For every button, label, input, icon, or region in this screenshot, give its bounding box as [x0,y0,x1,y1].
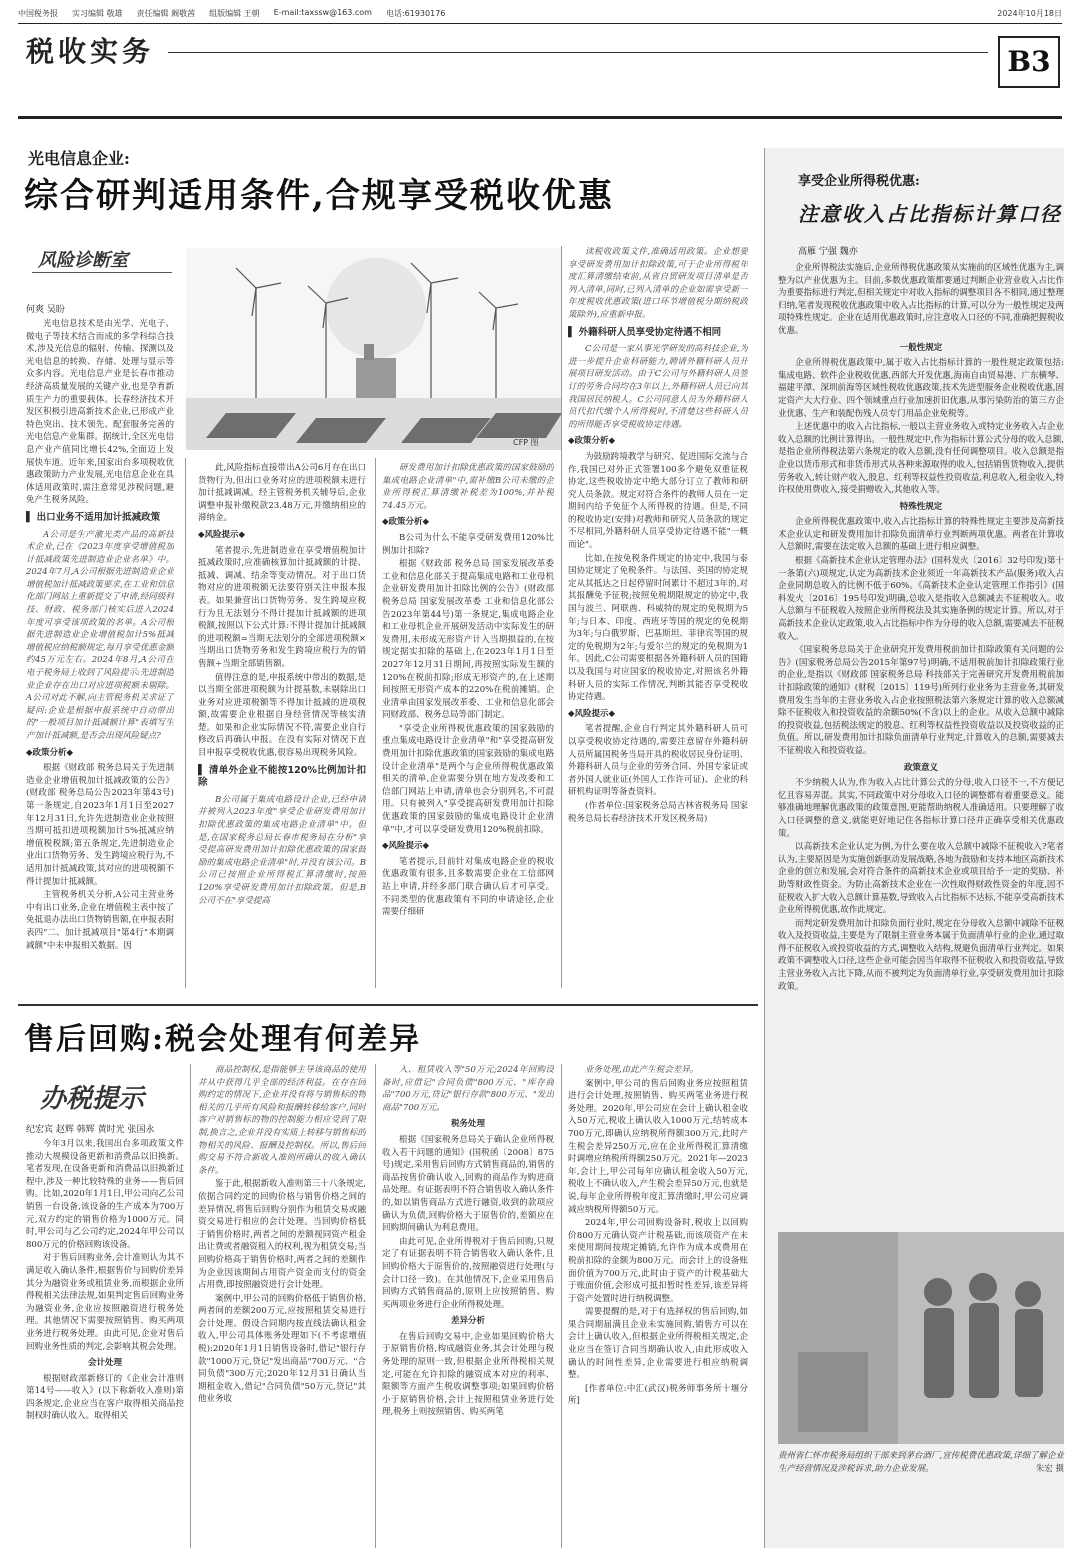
paragraph: 上述优惠中的收入占比指标,一般以主营业务收入或特定业务收入占企业收入总额的比例计算得出。一般性规定中,作为指标计算公式分母的收入总额,是指企业所得税法第六条规定的收入总额,没有任何调整项目。收入总额是指企业以货币形式和非货币形式从各种来源取得的收入,包括销售货物收入,提供劳务收入,转让财产收入,股息、红利等权益性投资收益,利息收入,租金收入,特许权使用费收入,接受捐赠收入,其他收入等。 [778,422,1064,496]
paragraph: 商品控制权,是指能够主导该商品的使用并从中获得几乎全部的经济利益。在存在回购约定的情况下,企业并没有将与销售标的物相关的几乎所有风险和报酬转移给客户,同时客户对销售标的物的控制能力相应受到了限制,换言之,企业并没有实质上转移与销售标的物相关的风险、报酬及控制权。所以,售后回购交易不符合新收入准则所确认的收入确认条件。 [198,1065,366,1176]
box-heading: ◆风险提示◆ [382,841,430,852]
paragraph: 而判定研发费用加计扣除负面行业时,规定在分母收入总额中减除不征税收入及投资收益,主要是为了限制主营业务本属于负面清单行业的企业,通过取得不征税收入或投资收益的方式,调整收入结构,规避负面清单行业判定。如果政策不调整收入口径,这些企业可能会因当年取得不征税收入和投资收益,导致主营业务收入占比下降,从而不被判定为负面清单行业,享受研发费用加计扣除政策。 [778,918,1064,992]
paragraph: 由此可见,企业所得税对于售后回购,只规定了有证据表明不符合销售收入确认条件,且回购价格大于原售价的,按照融资进行处理(与会计口径一致)。在其他情况下,企业采用售后回购方式销售商品的,原则上应按照销售、购买两项业务进行企业所得税处理。 [382,1236,554,1310]
wind-solar-illustration [186,248,562,450]
paragraph: 企业所得税优惠政策中,收入占比指标计算的特殊性规定主要涉及高新技术企业认定和研发费用加计扣除负面清单行业判断两项优惠。两者在计算收入总额时,需要在法定收入总额的基础上进行相应调整。 [778,517,1064,553]
paragraph: 根据《财政部 税务总局 国家发展改革委 工业和信息化部关于提高集成电路和工业母机企业研发费用加计扣除比例的公告》(财政部 税务总局 国家发展改革委 工业和信息化部公告2023年第44号)第一条规定,集成电路企业和工业母机企业开展研发活动中实际发生的研发费用,未形成无形资产计入当期损益的,在按规定据实扣除的基础上,在2023年1月1日至2027年12月31日期间,再按照实际发生额的120%在税前扣除;形成无形资产的,在上述期间按照无形资产成本的220%在税前摊销。企业清单由国家发展改革委、工业和信息化部会同财政部、税务总局等部门制定。 [382,559,554,721]
column-divider [190,1064,191,1548]
article1-column-4 [568,246,748,988]
section-heading: 税务处理 [450,1119,485,1130]
photo-caption [778,1450,1064,1476]
column-logo-tax-tips: 办税提示 [40,1084,145,1114]
article-separator [18,1004,758,1006]
section-heading: 差异分析 [450,1316,485,1327]
wind-turbine-icon [186,248,562,450]
paragraph: 值得注意的是,申报系统中带出的数据,是以当期全部进项税额为计提基数,未剔除出口业务对应进项税额等不得加计抵减的进项税额,故需要企业根据自身经营情况等核实清楚。如果和企业实际情况不符,需要企业自行修改后再确认申报。在没有实际对情况下直目申报享受税收优惠,很容易出现税务风险。 [198,672,366,759]
paragraph: B公司为什么不能享受研发费用120%比例加计扣除? [382,532,554,556]
paragraph: "享受企业所得税优惠政策的国家鼓励的重点集成电路设计企业清单"和"享受提高研发费用加计扣除优惠政策的国家鼓励的集成电路设计企业清单"是两个与企业所得税优惠政策相关的清单,企业需要分别在地方发改委和工信部门网站上申请,清单也会分别列名,不可混用。只有被列入"享受提高研发费用加计扣除优惠政策的国家鼓励的集成电路设计企业清单"中,才可以享受研发费用120%税前扣除。 [382,723,554,835]
photo-caption-text: 贵州省仁怀市税务局组织干部来到茅台酒厂,宣传税费优惠政策,详细了解企业生产经营情况及涉税诉求,助力企业发展。 [778,1451,1064,1474]
section-title-rule [168,52,988,53]
masthead-rule [18,23,1062,24]
illustration-credit: CFP 图 [513,438,539,447]
sidebar-byline: 高雁 宁强 魏亦 [798,247,858,257]
column-divider [375,458,376,988]
paragraph: 需要提醒的是,对于有选择权的售后回购,如果合同期届满且企业未实施回购,销售方可以在会计上确认收入,但根据企业所得税相关规定,企业应当在签订合同当期确认收入,由此形成收入确认的时间性差异,企业需要进行相应纳税调整。 [568,1307,748,1381]
column-divider [561,1064,562,1548]
article1-column-2 [198,462,366,988]
sidebar-divider [764,148,765,1548]
subheading: ▌ 出口业务不适用加计抵减政策 [26,511,161,523]
box-heading: ◆风险提示◆ [198,529,246,540]
phone-contact: 电话:61930176 [385,9,446,18]
paragraph: (作者单位:国家税务总局吉林省税务局 国家税务总局长春经济技术开发区税务局) [568,800,748,824]
masthead-strip [18,8,1062,22]
sidebar-body [778,262,1064,1224]
article1-kicker: 光电信息企业: [28,149,130,168]
paragraph: 主管税务机关分析,A公司主营业务中有出口业务,企业在增值税主表中按了免抵退办法出口货物销售额,在申报表附表四"二、加计抵减项目"第4行"本期调减额"中未申报相关数据。因 [26,890,174,951]
paragraph: 以高新技术企业认定为例,为什么要在收入总额中减除不征税收入?笔者认为,主要原因是为实施创新驱动发展战略,各地为鼓励和支持本地区高新技术企业的创立和发展,会对符合条件的高新技术企业或项目给予一定的奖励、补助等财政性资金。为防止高新技术企业在一次性取得财政性资金的年度,因不征税收入扩大收入总额计算基数,导致收入占比指标不达标,不能享受高新技术企业所得税优惠,故作此规定。 [778,842,1064,916]
paragraph: C公司是一家从事光学研发的高科技企业,为进一步提升企业科研能力,聘请外籍科研人员开展项目研发活动。由于C公司与外籍科研人员签订的劳务合同均在3年以上,外籍科研人员已向其我国居民纳税人。C公司同意人员为外籍科研人员代扣代缴个人所得税时,不清楚这些科研人员的所得能否享受税收协定待遇。 [568,344,748,430]
section-title: 税收实务 [26,35,155,68]
photo-credit: 朱宏 摄 [1035,1464,1064,1474]
paragraph: 2024年,甲公司回购设备时,税收上以回购价800万元确认资产计税基础,而该项资产在未来使用期间按规定摊销,允许作为成本或费用在税前扣除的金额为800万元。而会计上的设备账面价值为700万元,此时由于资产的计税基础大于账面价值,会形成可抵扣暂时性差异,该差异将于资产处置时进行纳税调整。 [568,1218,748,1304]
paragraph: 根据《高新技术企业认定管理办法》(国科发火〔2016〕32号印发)第十一条第(六)项规定,认定为高新技术企业须近一年高新技术产品(服务)收入占企业同期总收入的比例不低于60%。《高新技术企业认定管理工作指引》(国科发火〔2016〕195号印发)明确,总收入是指收入总额减去不征税收入。收入总额与不征税收入按照企业所得税法及其实施条例的规定计算。所以,对于高新技术企业认定政策,收入占比指标中作为分母的收入总额,需要减去不征税收入。 [778,556,1064,642]
article1-headline: 综合研判适用条件,合规享受税收优惠 [24,176,614,216]
paragraph: 笔者提醒,企业自行判定其外籍科研人员可以享受税收协定待遇的,需要注意留存外籍科研人员所属国税务当局开具的税收居民身份证明、外籍科研人员与企业的劳务合同、外国专家证或者外国人就业证(外国人工作许可证)、企业的科研机构证明等备查资料。 [568,724,748,798]
layout-credit: 组版编辑 王朝 [209,9,260,18]
sidebar-kicker: 享受企业所得税优惠: [798,174,920,189]
paragraph: 《国家税务总局关于企业研究开发费用税前加计扣除政策有关问题的公告》(国家税务总局公告2015年第97号)明确,不适用税前加计扣除政策行业的企业,是指以《财政部 国家税务总局 科技部关于完善研究开发费用税前加计扣除政策的通知》(财税〔2015〕119号)所列行业业务为主营业务,其研发费用发生当年的主营业务收入占企业按照税法第六条规定计算的收入总额减除不征税收入和投资收益的余额50%(不含)以上的企业。从收入总额中减除的投资收益,包括税法规定的股息、红利等权益性投资收益以及投资收益的正负值。所以,研发费用加计扣除负面清单行业判定,计算收入的总额,需要减去不征税收入和投资收益。 [778,645,1064,756]
paragraph: 业务处理,由此产生税会差异。 [585,1065,699,1075]
paragraph: 企业所得税优惠政策中,属于收入占比指标计算的一般性规定政策包括:集成电路、软件企业税收优惠,西部大开发优惠,海南自由贸易港、广东横琴、福建平潭、深圳前海等区域性税收优惠政策,技术先进型服务企业税收优惠,固定资产大大行业、四个领域重点行业加速折旧优惠,从事污染防治的第三方企业优惠、生产和装配伤残人员专门用品企业免税等。 [778,358,1064,419]
article2-column-3 [382,1064,554,1548]
people-icon [778,1232,1064,1444]
paragraph: 不少纳税人认为,作为收入占比计算公式的分母,收入口径不一,不方便记忆且容易弄混。其实,不同政策中对分母收入口径的调整都有着重要意义。能够准确地理解优惠政策的政策意图,更能帮助纳税人准确适用。只要理解了收入口径调整的意义,就能更好地记住各指标计算口径并正确享受相关优惠政策。 [778,778,1064,839]
section-heading: 特殊性规定 [899,501,943,512]
subheading: ▌ 外籍科研人员享受协定待遇不相同 [568,326,722,338]
paragraph: 根据财政部新修订的《企业会计准则第14号——收入》(以下称新收入准则)第四条规定,企业应当在客户取得相关商品控制权时确认收入。取得相关 [26,1373,184,1422]
paragraph: B公司属于集成电路设计企业,已经申请并被列入2023年度"享受企业研发费用加计扣除优惠政策的集成电路企业清单"中。但是,在国家税务总局长春市税务局在分析"享受提高研发费用加计扣除优惠政策的国家鼓励的集成电路企业清单"时,并没有该公司。B公司已按照企业所得税汇算清缴时,按照120%享受研发费用加计扣除政策。但是,B公司不在"享受提高 [198,794,366,906]
issue-date: 2024年10月18日 [997,9,1062,18]
paragraph: 此,风险指标直接带出A公司6月存在出口货物行为,但出口业务对应的进项税额未进行加计抵减调减。经主管税务机关辅导后,企业调整申报补缴税款23.48万元,并缴纳相应的滞纳金。 [198,463,366,524]
header-rule [18,116,1062,119]
paragraph: [作者单位:中汇(武汉)税务师事务所十堰分所] [568,1383,748,1407]
article2-headline: 售后回购:税会处理有何差异 [24,1022,422,1057]
paragraph: 对于售后回购业务,会计准则认为其不满足收入确认条件,根据售价与回购价差异其分为融资业务或租赁业务,而根据企业所得税相关法律法规,如果判定售后回购业务为融资业务,企业应按照融资进行税务处理。其他情况下需要按照销售、购买两项业务进行税务处理。由此可见,企业对售后回购业务性质的判定,会影响其税会处理。 [26,1253,184,1352]
paragraph: 光电信息技术是由光学、光电子、微电子等技术结合而成的多学科综合技术,涉及光信息的辐射、传输、探测以及光电信息的转换、存储、处理与显示等众多内容。光电信息产业是长春市推动经济高质量发展的关键产业,也是孕育新质生产力的重要载体。长春经济技术开发区积极引进高新技术企业,已形成产业特色突出、技术领先、配套服务完善的光电信息产业集群。据统计,全区光电信息产业产值同比增长42%,全面迈上发展快车道。近年来,国家出台多项税收优惠政策助力产业发展,光电信息企业在具体适用政策时,需注意常见涉税问题,避免产生税务风险。 [26,319,174,506]
paper-name: 中国税务报 [18,9,58,18]
paragraph: 入、租赁收入等"50万元;2024年回购设备时,应借记"合同负债"800万元、"库存商品"700万元,贷记"银行存款"800万元、"发出商品"700万元。 [382,1065,554,1113]
article1-column-3 [382,462,554,988]
article1-column-1 [26,318,174,988]
section-heading: 会计处理 [87,1358,122,1369]
section-heading: 政策意义 [903,762,938,773]
email-contact: E-mail:taxssw@163.com [273,8,372,17]
article1-byline: 何爽 吴盼 [26,305,65,315]
box-heading: ◆政策分析◆ [26,747,74,758]
article2-column-2 [198,1064,366,1548]
column-divider [375,1064,376,1548]
paragraph: 案例中,甲公司的回购价格低于销售价格,两者间的差额200万元,应按照租赁交易进行会计处理。假设合同期内按直线法确认租金收入,甲公司具体账务处理如下(不考虑增值税):2020年1月1日销售设备时,借记"银行存款"1000万元,贷记"发出商品"700万元、"合同负债"300万元;2020年12月31日确认当期租金收入,借记"合同负债"50万元,贷记"其他业务收 [198,1293,366,1405]
paragraph: 根据《财政部 税务总局关于先进制造业企业增值税加计抵减政策的公告》(财政部 税务总局公告2023年第43号)第一条规定,自2023年1月1日至2027年12月31日,允许先进制造业企业按照当期可抵扣进项税额加计5%抵减应纳增值税税额;第五条规定,先进制造业企业出口货物劳务、发生跨境应税行为,不适用加计抵减政策,其对应的进项税额不得计提加计抵减额。 [26,763,174,887]
paragraph: 在售后回购交易中,企业如果回购价格大于原销售价格,构成融资业务,其会计处理与税务处理的原则一致,但根据企业所得税相关规定,可能在允许扣除的融资成本对应的利率、限额等方面产生税收调整事项;如果回购价格小于原销售价格,会计上按照租赁业务进行处理,税务上则按照销售、购买两笔 [382,1331,554,1418]
box-heading: ◆风险提示◆ [568,708,616,719]
box-heading: ◆政策分析◆ [382,517,430,528]
paragraph: 案例中,甲公司的售后回购业务应按照租赁进行会计处理,按照销售、购买两笔业务进行税务处理。2020年,甲公司应在会计上确认租金收入50万元,税收上确认收入1000万元,结转成本700万元,即确认应纳税所得额300万元,此时产生税会差异250万元,应在企业所得税汇算清缴时调增应纳税所得额250万元。2021年—2023年,会计上,甲公司每年应确认租金收入50万元,税收上不确认收入,产生税会差异50万元,也就是说,每年企业所得税年度汇算清缴时,甲公司应调减应纳税所得额50万元。 [568,1078,748,1215]
paragraph: A公司是生产激光类产品的高新技术企业,已在《2023年度享受增值税加计抵减政策先进制造业企业名单》中。2024年7月,A公司根据先进制造业企业增值税加计抵减政策要求,在工业和信息化部门网站上重新提交了申请,经同级科技、财政、税务部门核实后进入2024年度可享受该项政策的名单。A公司根据先进制造业企业增值税加计5%抵减增值税应纳税额规定,每月享受优惠金额约45万元左右。2024年8月,A公司在电子税务局上收到了风险提示:先进制造业企业存在出口对应进项税额未剔除。A公司对此不解,向主管税务机关求证了疑问:企业是根据申报系统中自动带出的"一般项目加计抵减额计算"表填写生产加计抵减额,是否会出现风险疑点? [26,529,174,741]
field-visit-photo [778,1232,1064,1444]
paragraph: 笔者提示,先进制造业在享受增值税加计抵减政策时,应准确核算加计抵减额的计提、抵减、调减、结余等变动情况。对于出口货物对应的进项税额无法要符别关注申报本报表。如果兼营出口货物劳务、发生跨境应税行为且无法划分不得计提加计抵减额的进项税额,按照以下公式计算:不得计提加计抵减额的进项税额=当期无法划分的全部进项税额×当期出口货物劳务和发生跨境应税行为的销售额÷当期全部销售额。 [198,545,366,669]
subheading: ▌ 清单外企业不能按120%比例加计扣除 [198,764,366,789]
paragraph: 企业所得税法实施后,企业所得税优惠政策从实施前的区域性优惠为主,调整为以产业优惠为主。目前,多数优惠政策都要通过判断企业营业收入占比作为重要指标进行判定,但相关规定中对收入指标的调整项目各不相同,通过整理归纳,笔者发现税收优惠政策中收入占比指标的计算,可以分为一般性规定及两项特殊性规定。企业在适用优惠政策时,应注意收入口径的不同,准确把握税收优惠。 [778,263,1064,336]
page-number: B3 [998,36,1060,88]
paragraph: 研发费用加计扣除优惠政策的国家鼓励的集成电路企业清单"中,需补缴B公司未缴的企业所得税汇算清缴补税差为100%,并补税74.45万元。 [382,463,554,511]
column-divider [185,458,186,988]
article2-column-4 [568,1064,748,1548]
paragraph: 为鼓励跨境教学与研究、促进国际交流与合作,我国已对外正式签署100多个避免双重征税协定,这些税收协定中绝大部分订立了教师和研究人员条款。规定对符合条件的教师人员在一定期间内给予免征个人所得税的待遇。但是,不同的税收协定(安排)对教师和研究人员条款的规定不尽相同,外籍科研人员享受协定待遇不能"一概而论"。 [568,451,748,551]
paragraph: 笔者提示,目前针对集成电路企业的税收优惠政策有很多,且多数需要企业在工信部网站上申请,并经多部门联合确认后才可享受。不同类型的优惠政策有不同的申请途径,企业需要仔细研 [382,856,554,918]
column-logo-risk-diagnosis: 风险诊断室 [38,246,128,272]
sidebar-headline: 注意收入占比指标计算口径 [798,202,1062,226]
paragraph: 读税收政策文件,准确适用政策。企业想要享受研发费用加计扣除政策,可于企业所得税年度汇算清缴结束前,从省自贸研发项目清单是否列入清单,同时,已列入清单的企业如需享受新一年度税收优惠政策(进口环节增值税分期纳税政策除外),应重新申报。 [568,247,748,320]
paragraph: 今年3月以来,我国出台多项政策文件推动大规模设备更新和消费品以旧换新。笔者发现,在设备更新和消费品以旧换新过程中,涉及一种比较特殊的业务——售后回购。比如,2020年1月1日,甲公司向乙公司销售一台设备,该设备的生产成本为700万元,双方约定的销售价格为1000万元。同时,甲公司与乙公司约定,2024年甲公司以800万元的价格回购该设备。 [26,1139,184,1250]
article2-column-1 [26,1138,184,1548]
box-heading: ◆政策分析◆ [568,436,616,447]
column-divider [561,246,562,988]
paragraph: 鉴于此,根据新收入准则第三十八条规定,依据合同约定的回购价格与销售价格之间的差异情况,将售后回购分别作为租赁交易或融资交易进行相应的会计处理。当回购价格低于销售价格时,两者之间的差额视同资产租金出让费或者融资租入的权利,视为租赁交易;当回购价格高于销售价格时,两者之间的差额作为企业因该期间占用资产资金而支付的资金占用费,即按照融资进行会计处理。 [198,1179,366,1291]
proof-credit: 责任编辑 阚敬茜 [136,9,196,18]
paragraph: 比如,在按免税条件规定的协定中,我国与泰国协定规定了免税条件。与法国、英国的协定规定从其抵达之日起停留时间累计不超过3年的,对其报酬免予征税;按照免税期限规定的协定中,我国与波兰、阿联酋、科威特的规定的免税期为5年;与日本、印度、西班牙等国的规定的免税期为3年;与白俄罗斯、巴基斯坦、菲律宾等国的规定的免税期为2年;与爱尔兰的规定的免税期为1年。因此,C公司需要根据各外籍科研人员的国籍以及我国与对应国家的税收协定,对照该名外籍科研人员的实际工作情况,判断其能否享受税收协定待遇。 [568,553,748,703]
section-heading: 一般性规定 [899,342,943,353]
paragraph: 根据《国家税务总局关于确认企业所得税收入若干问题的通知》(国税函〔2008〕875号)规定,采用售后回购方式销售商品的,销售的商品按售价确认收入,回购的商品作为购进商品处理。有证据表明不符合销售收入确认条件的,如以销售商品方式进行融资,收到的款项应确认为负债,回购价格大于原售价的,差额应在回购期间确认为利息费用。 [382,1134,554,1234]
article2-byline: 纪宏宾 赵辉 韩辉 黄时光 张国永 [26,1125,155,1135]
editor-credit: 实习编辑 敬雄 [72,9,123,18]
